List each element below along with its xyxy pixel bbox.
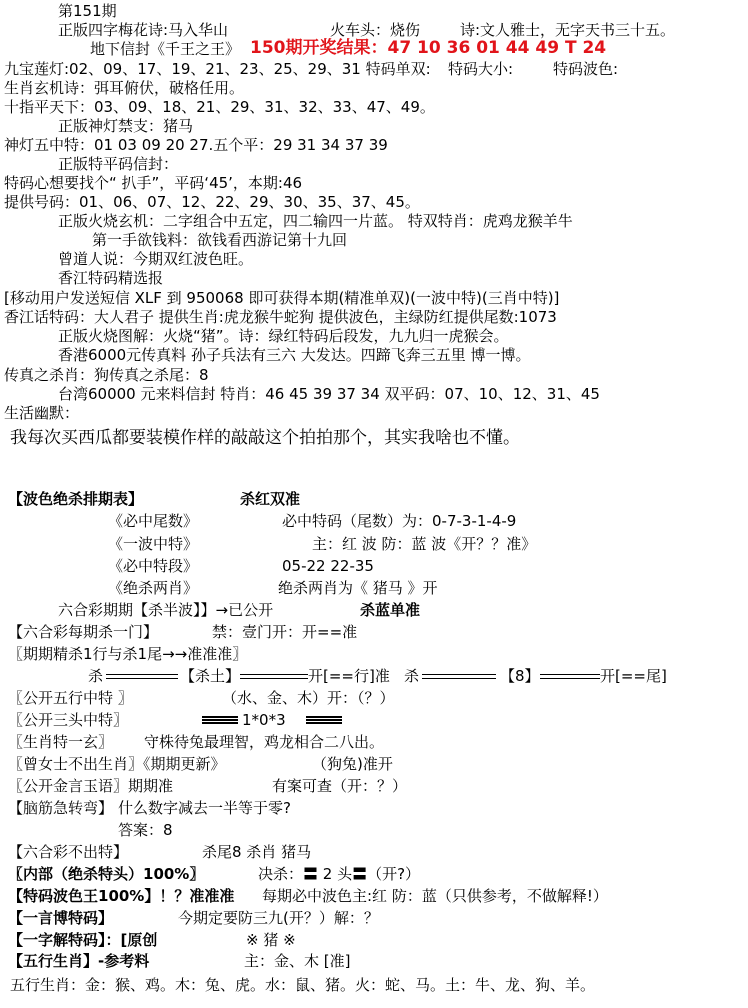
zodiac-mystery-label: 〖生肖特一玄〗 [8, 733, 114, 751]
xiangjiang-special: 香江话特码：大人君子 提供生肖:虎龙猴牛蛇狗 提供波色，主绿防红提供尾数:1073 [4, 308, 557, 326]
kill-red-label: 杀红双准 [240, 490, 301, 508]
riddle-answer: 答案：8 [118, 821, 173, 839]
flat-code-envelope: 正版特平码信封： [58, 155, 179, 173]
train-head: 火车头：烧伤 [330, 21, 421, 39]
wave-king-value: 每期必中波色主:红 防：蓝（只供参考，不做解释!） [262, 887, 608, 905]
five-elements-value: （水、金、木）开：（？） [222, 689, 395, 707]
bar-decoration [306, 716, 342, 724]
issue-number: 第151期 [58, 2, 117, 20]
three-heads-label: 〖公开三头中特〗 [8, 711, 129, 729]
kill-char-1: 杀 [88, 667, 104, 685]
kill-char-2: 杀 [404, 667, 420, 685]
draw-result: 150期开奖结果：47 10 36 01 44 49 T 24 [250, 38, 607, 58]
five-zodiac-value: 主：金、木 [准] [244, 952, 351, 970]
internal-kill-label: 〖内部（绝杀特头）100%〗 [8, 865, 205, 883]
wave-kill-title: 【波色绝杀排期表】 [8, 490, 144, 508]
one-gate-value: 禁：壹门开：开==准 [212, 623, 358, 641]
sms-promo: [移动用户发送短信 XLF 到 950068 即可获得本期(精准单双)(一波中特)(三肖中特)] [4, 289, 560, 307]
precise-kill: 〖期期精杀1行与杀1尾→→准准准〗 [8, 645, 248, 663]
five-elements-label: 〖公开五行中特 〗 [8, 689, 133, 707]
golden-words-value: 有案可查（开：？） [272, 777, 408, 795]
one-char-label: 【一字解特码】：[原创 [8, 931, 158, 949]
hk-fax: 香港6000元传真料 孙子兵法有三六 大发达。四蹄飞奔三五里 博一博。 [58, 346, 531, 364]
provided-numbers: 提供号码：01、06、07、12、22、29、30、35、37、45。 [4, 193, 420, 211]
bar-decoration [202, 716, 238, 724]
humor-joke: 我每次买西瓜都要装模作样的敲敲这个拍拍那个，其实我啥也不懂。 [10, 428, 520, 448]
kill-eight: 【8】 [500, 667, 540, 685]
one-word-value: 今期定要防三九(开？）解：？ [178, 909, 379, 927]
ten-fingers: 十指平天下：03、09、18、21、29、31、32、33、47、49。 [4, 98, 435, 116]
open-element: 开[==行]准 [308, 667, 390, 685]
wave-king-label: 【特码波色王100%】！？准准准 [8, 887, 235, 905]
not-special-value: 杀尾8 杀肖 猪马 [202, 843, 312, 861]
fax-kill: 传真之杀肖：狗传真之杀尾：8 [4, 366, 209, 384]
underground-envelope: 地下信封《千王之王》 [90, 40, 241, 58]
taoist-says: 曾道人说：今期双红波色旺。 [58, 250, 254, 268]
five-zodiac-label: 【五行生肖】-参考料 [8, 952, 150, 970]
plum-poem: 正版四字梅花诗:马入华山 [58, 21, 229, 39]
riddle-question: 什么数字减去一半等于零? [118, 799, 291, 817]
one-wave-value: 主：红 波 防：蓝 波《开？？准》 [312, 535, 537, 553]
ms-zeng-value: （狗兔)准开 [312, 755, 393, 773]
fire-mystery: 正版火烧玄机：二字组合中五定，四二输四一片蓝。 特双特肖：虎鸡龙猴羊牛 [58, 212, 573, 230]
one-wave-label: 《一波中特》 [108, 535, 199, 553]
zodiac-mystery-value: 守株待兔最理智，鸡龙相合二八出。 [144, 733, 385, 751]
forbidden-branches: 正版神灯禁支：猪马 [58, 117, 194, 135]
kill-blue-label: 杀蓝单准 [360, 601, 421, 619]
half-wave: 六合彩期期【杀半波】】→已公开 [58, 601, 274, 619]
double-line [240, 674, 308, 679]
life-humor-label: 生活幽默： [4, 404, 80, 422]
open-tail: 开[==尾] [600, 667, 667, 685]
double-line [540, 674, 600, 679]
xiangjiang-title: 香江特码精选报 [58, 269, 164, 287]
wish-line: 特码心想要找个“ 扒手”，平码‘45’，本期:46 [4, 174, 303, 192]
internal-kill-value: 决杀：〓 2 头〓（开?） [258, 865, 421, 883]
zodiac-poem: 生肖玄机诗：弭耳俯伏，破格任用。 [4, 79, 245, 97]
riddle-label: 【脑筋急转弯】 [8, 799, 114, 817]
five-elements-footer: 五行生肖：金：猴、鸡。木：兔、虎。水：鼠、猪。火：蛇、马。土：牛、龙、狗、羊。 [10, 976, 596, 994]
tail-number-value: 必中特码（尾数）为：0-7-3-1-4-9 [282, 512, 517, 530]
double-line [106, 674, 178, 679]
double-line [422, 674, 496, 679]
one-char-value: ※ 猪 ※ [246, 931, 296, 949]
ms-zeng-label: 〖曾女士不出生肖〗《期期更新》 [8, 755, 226, 773]
double-kill-label: 《绝杀两肖》 [108, 579, 199, 597]
tail-number-label: 《必中尾数》 [108, 512, 199, 530]
double-kill-value: 绝杀两肖为《 猪马 》开 [278, 579, 438, 597]
special-range-label: 《必中特段》 [108, 557, 199, 575]
three-heads-value: 1*0*3 [242, 711, 286, 729]
magic-lamp-numbers: 神灯五中特：01 03 09 20 27.五个平：29 31 34 37 39 [4, 136, 388, 154]
lotus-lamp: 九宝莲灯:02、09、17、19、21、23、25、29、31 特码单双: [4, 60, 431, 78]
first-hand: 第一手欲钱料：欲钱看西游记第十九回 [92, 231, 348, 249]
fire-diagram: 正版火烧图解：火烧“猪”。诗：绿红特码后段发，九九归一虎猴会。 [58, 327, 509, 345]
special-range-value: 05-22 22-35 [282, 557, 374, 575]
golden-words-label: 〖公开金言玉语〗期期准 [8, 777, 174, 795]
poem-line: 诗:文人雅士，无字天书三十五。 [460, 21, 676, 39]
taiwan-envelope: 台湾60000 元来料信封 特肖：46 45 39 37 34 双平码：07、10、12、31、45 [58, 385, 600, 403]
one-gate-label: 【六合彩每期杀一门】 [8, 623, 159, 641]
wave-color-label: 特码波色: [553, 60, 619, 78]
one-word-label: 【一言博特码】 [8, 909, 114, 927]
kill-earth: 【杀土】 [180, 667, 241, 685]
size-label: 特码大小: [448, 60, 514, 78]
not-special-label: 【六合彩不出特】 [8, 843, 129, 861]
